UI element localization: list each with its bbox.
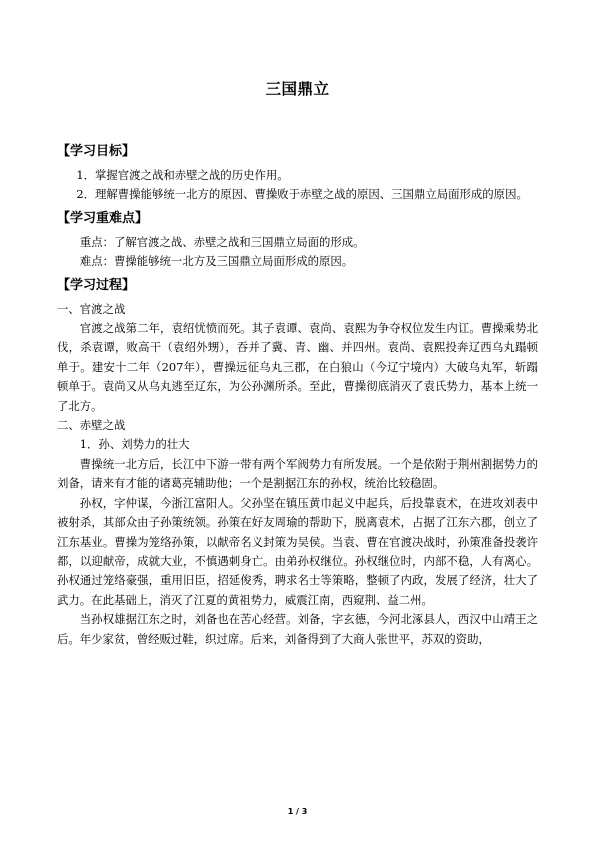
goal-item-1: 1．掌握官渡之战和赤壁之战的历史作用。	[76, 168, 289, 182]
part2-paragraph-2: 孙权，字仲谋，今浙江富阳人。父孙坚在镇压黄巾起义中起兵，后投靠袁术，在进攻刘表中被射杀，其部众由子孙策统领。孙策在好友周瑜的帮助下，脱离袁术，占据了江东六郡，创立了江东基业。曹操为笼络孙策，以献帝名义封策为吴侯。当袁、曹在官渡决战时，孙策准备投袭许都，以迎献帝，成就大业，不慎遇刺身亡。由弟孙权继位。孙权继位时，内部不稳，人有离心。孙权通过笼络豪强，重用旧臣，招延俊秀，聘求名士等策略，整顿了内政，发展了经济，壮大了武力。在此基础上，消灭了江夏的黄祖势力，威震江南，西窥荆、益二州。	[57, 495, 538, 607]
part1-title: 一、官渡之战	[57, 301, 126, 316]
page-number: 1 / 3	[287, 807, 308, 816]
part2-subtitle: 1．孙、刘势力的壮大	[79, 437, 190, 452]
part1-paragraph: 官渡之战第二年，袁绍忧愤而死。其子袁谭、袁尚、袁熙为争夺权位发生内讧。曹操乘势北伐，杀袁谭，败高干（袁绍外甥），吞并了冀、青、幽、并四州。袁尚、袁熙投奔辽西乌丸蹋顿单于。建安十二年（207年），曹操远征乌丸三郡，在白狼山（今辽宁境内）大破乌丸军，斩蹋顿单于。袁尚又从乌丸逃至辽东，为公孙渊所杀。至此，曹操彻底消灭了袁氏势力，基本上统一了北方。	[57, 321, 538, 413]
section-heading-process: 【学习过程】	[57, 277, 136, 293]
key-point-text: 重点：了解官渡之战、赤壁之战和三国鼎立局面的形成。	[79, 234, 365, 249]
document-body	[57, 138, 538, 649]
section-heading-key-points: 【学习重难点】	[57, 210, 149, 226]
part2-paragraph-3: 当孙权雄据江东之时，刘备也在苦心经营。刘备，字玄德，今河北涿县人，西汉中山靖王之后。年少家贫，曾经贩过鞋，织过席。后来，刘备得到了大商人张世平，苏双的资助，	[57, 612, 538, 646]
difficulty-text: 难点：曹操能够统一北方及三国鼎立局面形成的原因。	[79, 254, 354, 269]
part2-title: 二、赤壁之战	[57, 418, 126, 433]
goal-item-2: 2．理解曹操能够统一北方的原因、曹操败于赤壁之战的原因、三国鼎立局面形成的原因。	[76, 187, 528, 202]
page-title: 三国鼎立	[265, 80, 330, 98]
part2-paragraph-1: 曹操统一北方后，长江中下游一带有两个军阀势力有所发展。一个是依附于荆州割据势力的刘备，请来有才能的诸葛亮辅助他；一个是割据江东的孙权，统治比较稳固。	[57, 456, 538, 491]
section-heading-goals: 【学习目标】	[57, 144, 136, 159]
